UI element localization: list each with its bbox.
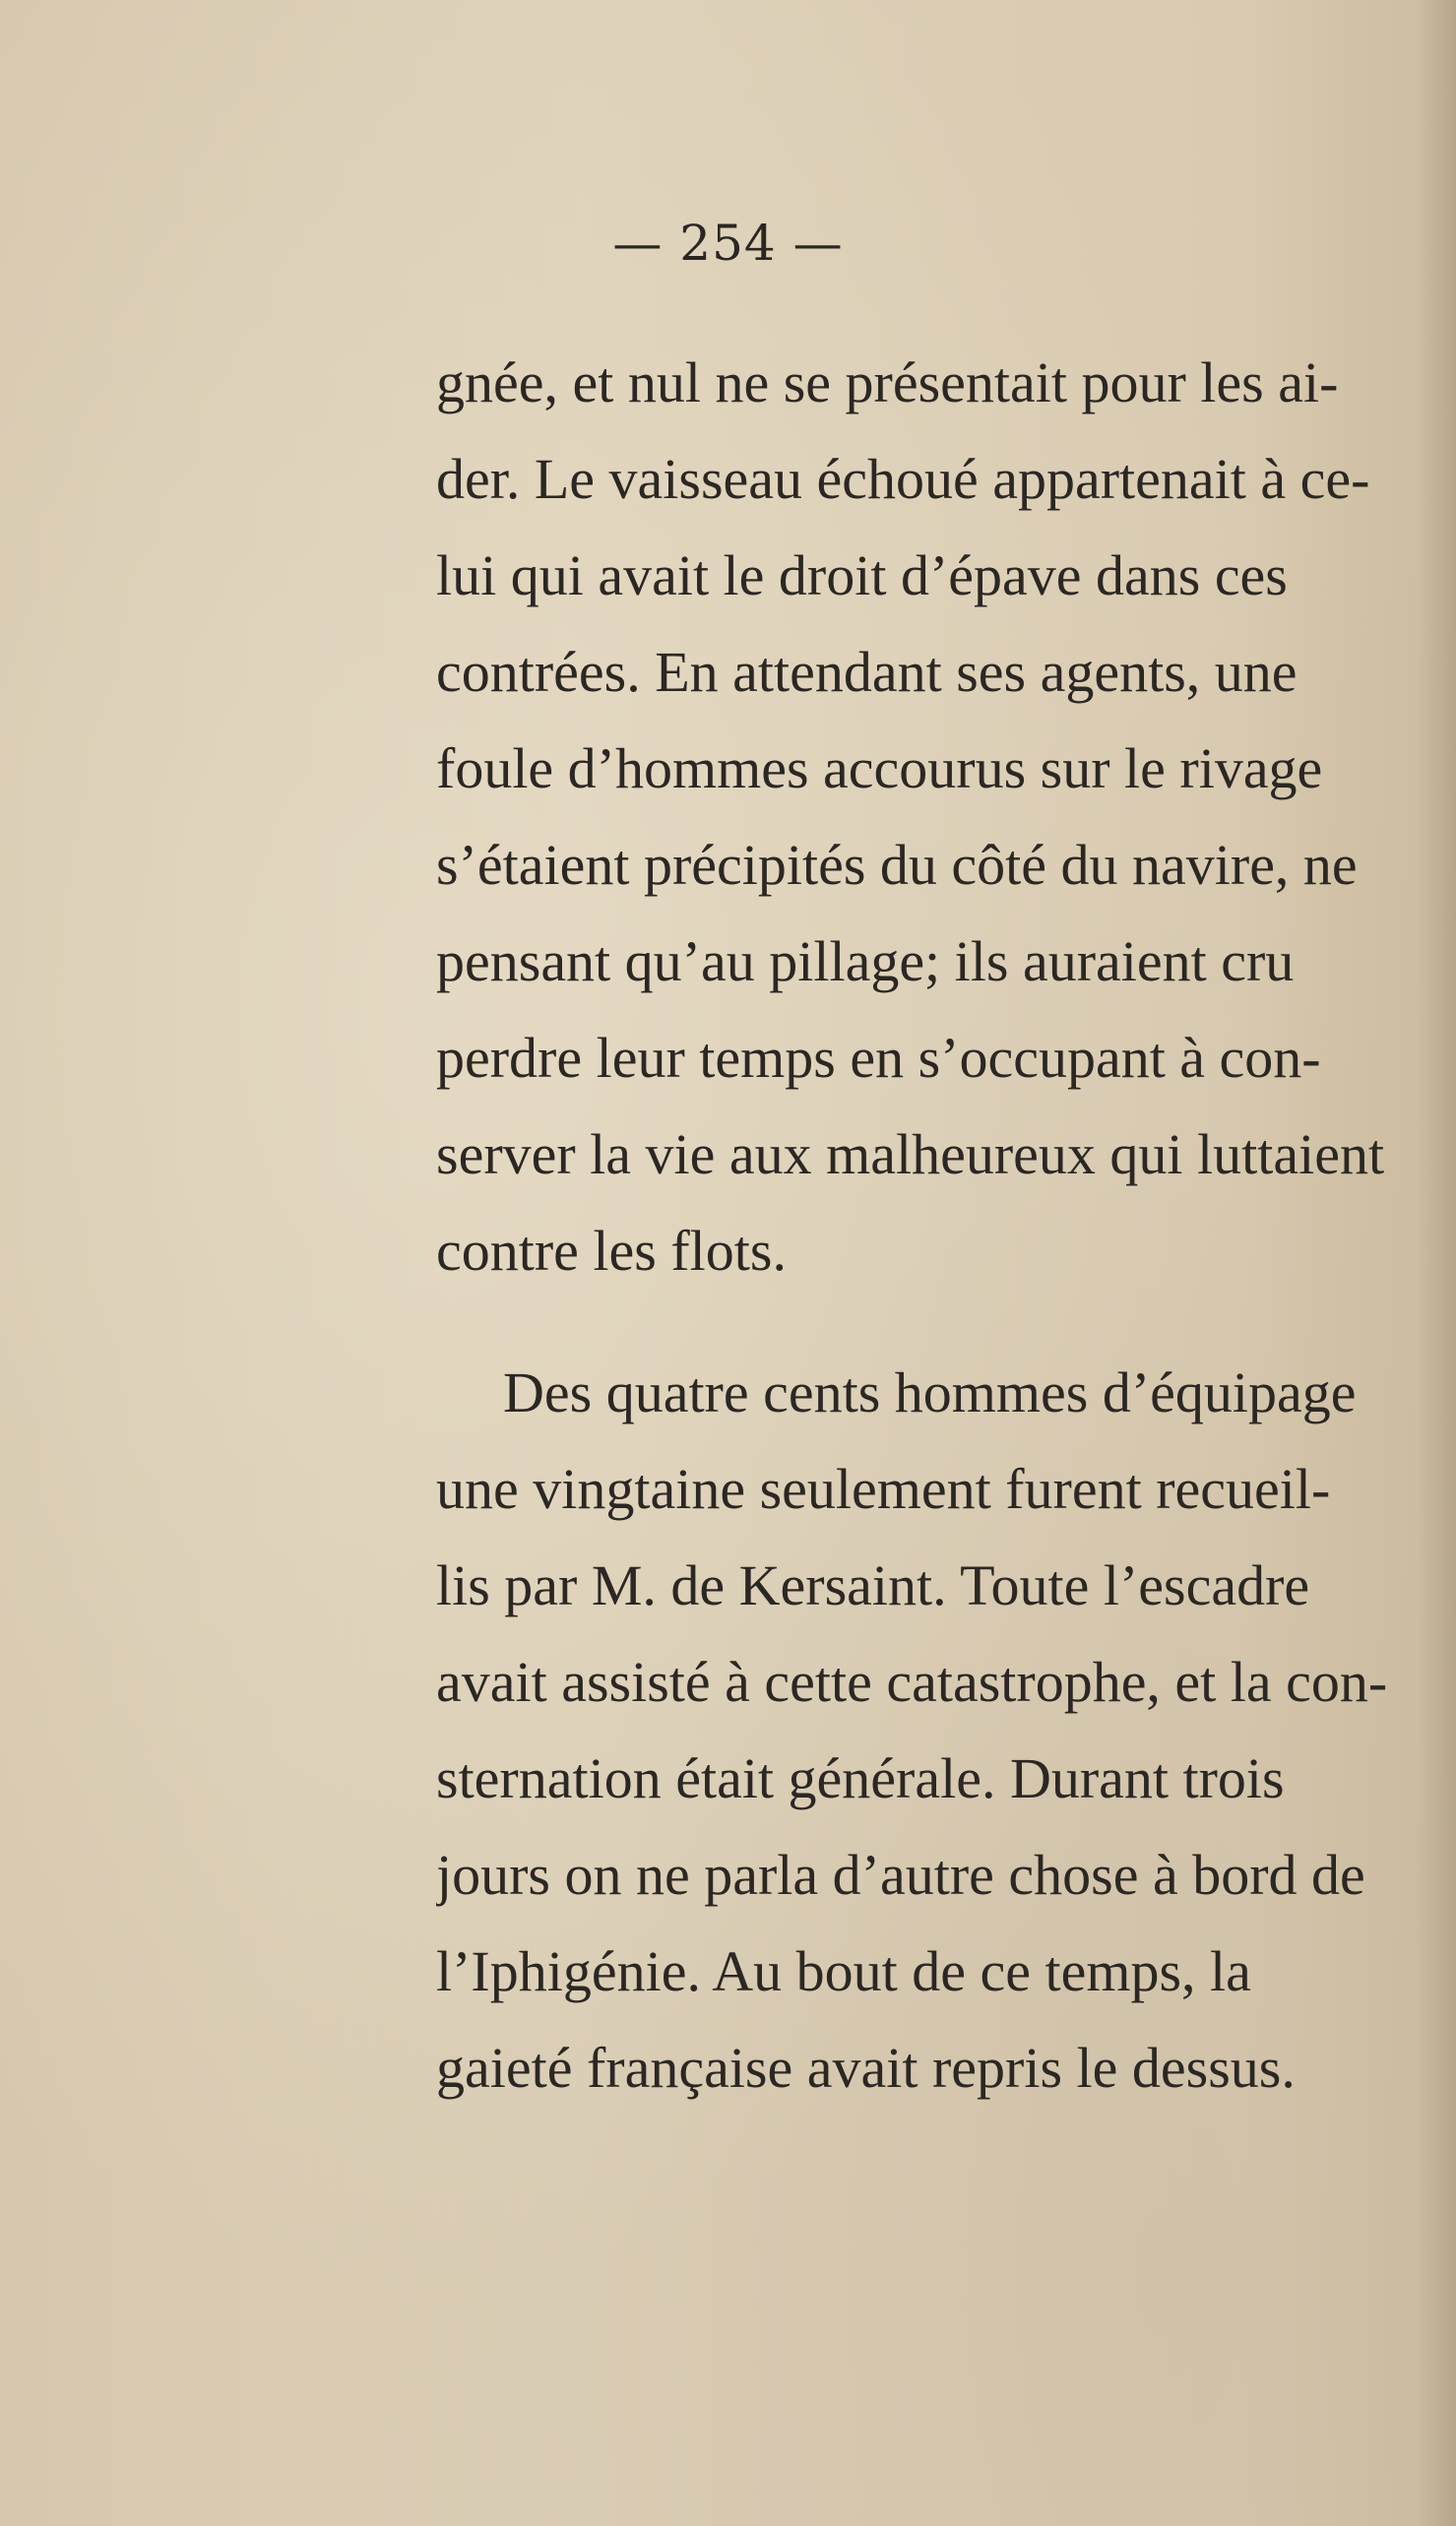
text-line: contre les flots. [436,1219,787,1283]
text-line: gaieté française avait repris le dessus. [436,2036,1296,2100]
text-line: s’étaient précipités du côté du navire, ne [436,833,1358,897]
text-line: foule d’hommes accourus sur le rivage [436,736,1323,800]
text-line: der. Le vaisseau échoué appartenait à ce- [436,447,1370,511]
text-line: sternation était générale. Durant trois [436,1746,1285,1810]
body-text [436,335,1421,2116]
text-line: une vingtaine seulement furent recueil- [436,1457,1331,1521]
paragraph-2 [436,1345,1421,2116]
text-line: lui qui avait le droit d’épave dans ces [436,543,1288,607]
text-line: gnée, et nul ne se présentait pour les ai- [436,350,1339,414]
page-number-header: — 254 — [612,215,844,272]
text-line: Des quatre cents hommes d’équipage [503,1360,1357,1424]
paragraph-1 [436,335,1421,1299]
text-line: avait assisté à cette catastrophe, et la con- [436,1650,1388,1714]
text-line: contrées. En attendant ses agents, une [436,640,1298,704]
text-line: perdre leur temps en s’occupant à con- [436,1026,1321,1090]
paragraph-gap [436,1299,1421,1345]
text-line: l’Iphigénie. Au bout de ce temps, la [436,1939,1251,2003]
text-line: lis par M. de Kersaint. Toute l’escadre [436,1553,1310,1617]
text-line: jours on ne parla d’autre chose à bord de [436,1843,1365,1907]
page-gutter-shadow [1417,0,1456,2526]
text-line: pensant qu’au pillage; ils auraient cru [436,929,1295,993]
text-line: server la vie aux malheureux qui luttaient [436,1122,1385,1186]
